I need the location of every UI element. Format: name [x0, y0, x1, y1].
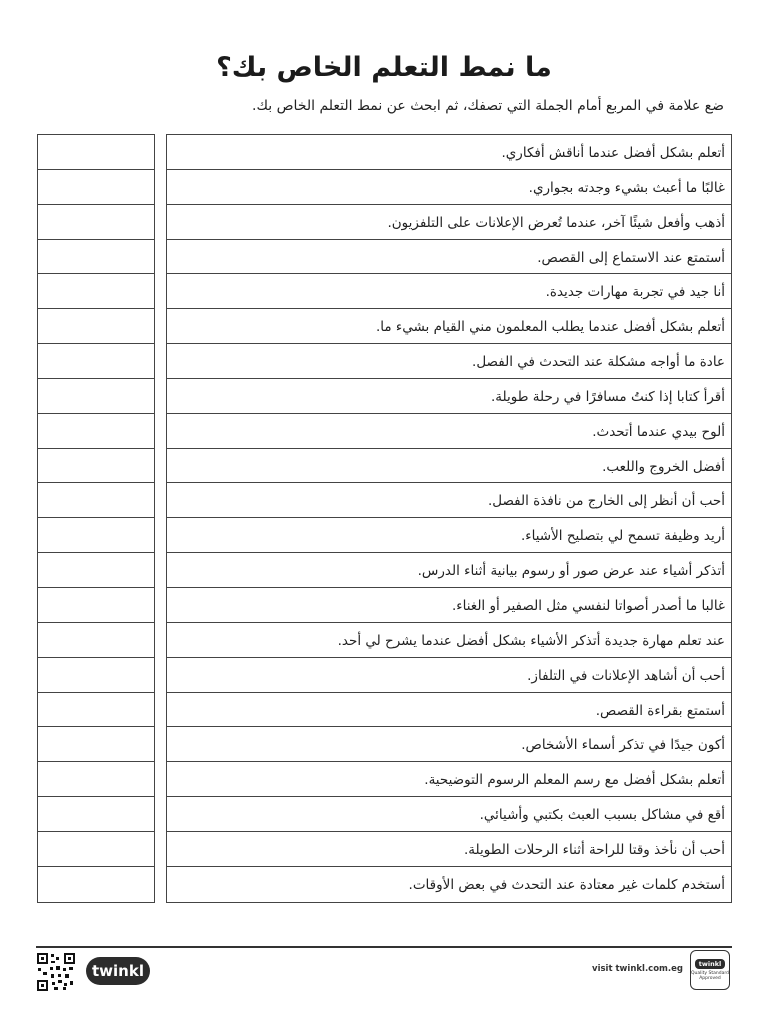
checkbox-cell[interactable] [38, 832, 154, 867]
statement-row: أستخدم كلمات غير معتادة عند التحدث في بعض الأوقات. [408, 876, 725, 893]
statements-column [166, 134, 732, 903]
statement-row: أحب أن أشاهد الإعلانات في التلفاز. [167, 658, 731, 693]
statement-row: أستمتع بقراءة القصص. [167, 693, 731, 728]
checkbox-cell[interactable] [38, 762, 154, 797]
statement-row: أحب أن أنظر إلى الخارج من نافذة الفصل. [167, 483, 731, 518]
checkbox-cell[interactable] [38, 170, 154, 205]
checkbox-cell[interactable] [38, 693, 154, 728]
checkbox-cell[interactable] [38, 797, 154, 832]
statement-row: ألوح بيدي عندما أتحدث. [167, 414, 731, 449]
badge-brand: twinkl [695, 959, 726, 969]
statement-row: أكون جيدًا في تذكر أسماء الأشخاص. [167, 727, 731, 762]
statement-row: أتعلم بشكل أفضل عندما أناقش أفكاري. [167, 135, 731, 170]
instructions-text: ضع علامة في المربع أمام الجملة التي تصفك، ثم ابحث عن نمط التعلم الخاص بك. [252, 98, 724, 114]
statement-row: أقع في مشاكل بسبب العبث بكتبي وأشيائي. [167, 797, 731, 832]
page-title: ما نمط التعلم الخاص بك؟ [216, 52, 552, 83]
checkbox-cell[interactable] [38, 274, 154, 309]
checkbox-cell[interactable] [38, 135, 154, 170]
statement-row: عند تعلم مهارة جديدة أتذكر الأشياء بشكل أفضل عندما يشرح لي أحد. [167, 623, 731, 658]
statement-row: غالبا ما أصدر أصواتا لنفسي مثل الصفير أو الغناء. [167, 588, 731, 623]
statement-row: أحب أن نأخذ وقتا للراحة أثناء الرحلات الطويلة. [167, 832, 731, 867]
checkbox-cell[interactable] [38, 309, 154, 344]
checkbox-cell[interactable] [38, 588, 154, 623]
visit-website-link[interactable]: visit twinkl.com.eg [592, 964, 683, 974]
statement-row: أذهب وأفعل شيئًا آخر، عندما تُعرض الإعلانات على التلفزيون. [167, 205, 731, 240]
statement-row: أتذكر أشياء عند عرض صور أو رسوم بيانية أثناء الدرس. [167, 553, 731, 588]
checkbox-cell[interactable] [38, 449, 154, 484]
checkbox-cell[interactable] [38, 344, 154, 379]
statement-row: عادة ما أواجه مشكلة عند التحدث في الفصل. [167, 344, 731, 379]
checkbox-cell[interactable] [38, 553, 154, 588]
statement-row: أتعلم بشكل أفضل عندما يطلب المعلمون مني القيام بشيء ما. [167, 309, 731, 344]
checkbox-cell[interactable] [38, 623, 154, 658]
checkbox-cell[interactable] [38, 205, 154, 240]
statement-row: أنا جيد في تجربة مهارات جديدة. [167, 274, 731, 309]
statement-row: أقرأ كتابا إذا كنتُ مسافرًا في رحلة طويلة. [167, 379, 731, 414]
statement-row: أتعلم بشكل أفضل مع رسم المعلم الرسوم التوضيحية. [167, 762, 731, 797]
checkbox-cell[interactable] [38, 518, 154, 553]
checkbox-cell[interactable] [38, 240, 154, 275]
answer-column [37, 134, 155, 903]
statement-row: أستمتع عند الاستماع إلى القصص. [167, 240, 731, 275]
statement-row: أفضل الخروج واللعب. [167, 449, 731, 484]
footer-divider [36, 946, 732, 948]
badge-line-1: Quality Standard [691, 971, 729, 976]
checkbox-cell[interactable] [38, 483, 154, 518]
twinkl-logo: twinkl [86, 957, 150, 985]
statement-row: أريد وظيفة تسمح لي بتصليح الأشياء. [167, 518, 731, 553]
checkbox-cell[interactable] [38, 867, 154, 902]
quality-standard-badge [690, 950, 730, 990]
statement-row: غالبًا ما أعبث بشيء وجدته بجواري. [167, 170, 731, 205]
qr-code-icon [36, 952, 76, 992]
checkbox-cell[interactable] [38, 379, 154, 414]
checkbox-cell[interactable] [38, 727, 154, 762]
checkbox-cell[interactable] [38, 658, 154, 693]
checkbox-cell[interactable] [38, 414, 154, 449]
badge-line-2: Approved [699, 976, 721, 981]
